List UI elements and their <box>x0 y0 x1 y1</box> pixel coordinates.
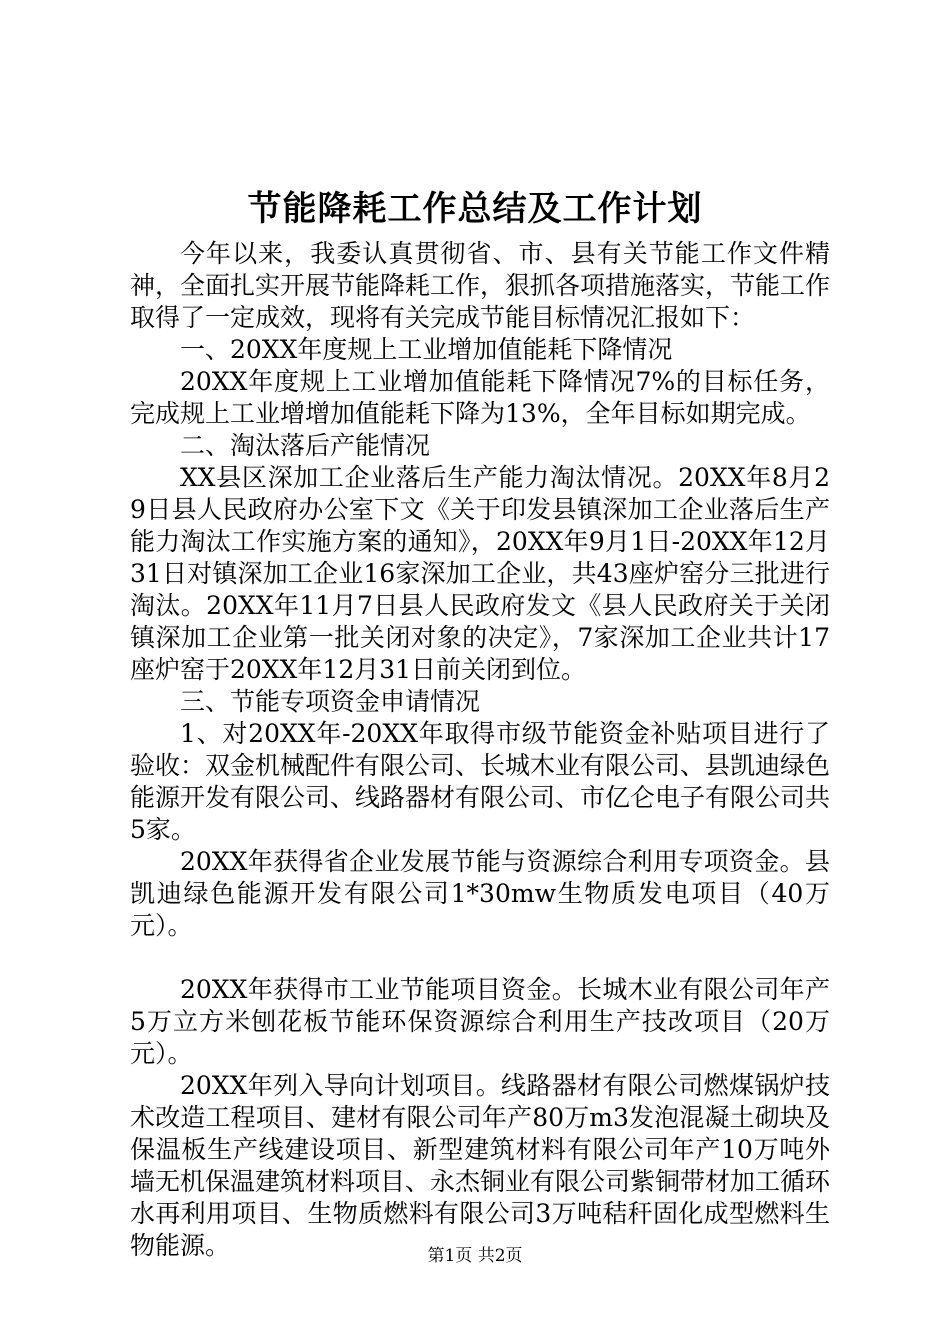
paragraph-intro: 今年以来，我委认真贯彻省、市、县有关节能工作文件精神，全面扎实开展节能降耗工作，狠抓各项措施落实，节能工作取得了一定成效，现将有关完成节能目标情况汇报如下： <box>130 239 831 332</box>
section-heading-1: 一、20XX年度规上工业增加值能耗下降情况 <box>180 335 673 364</box>
paragraph-energy-target: 20XX年度规上工业增加值能耗下降情况7%的目标任务，完成规上工业增增加值能耗下降为13%，全年目标如期完成。 <box>130 367 830 428</box>
paragraph-capacity-elimination: XX县区深加工企业落后生产能力淘汰情况。20XX年8月29日县人民政府办公室下文《关于印发县镇深加工企业落后生产能力淘汰工作实施方案的通知》，20XX年9月1日-20XX年12月31日对镇深加工企业16家深加工企业，共43座炉窑分三批进行淘汰。20XX年11月7日县人民政府发文《县人民政府关于关闭镇深加工企业第一批关闭对象的决定》，7家深加工企业共计17座炉窑于20XX年12月31日前关闭到位。 <box>130 463 830 684</box>
paragraph-provincial-fund: 20XX年获得省企业发展节能与资源综合利用专项资金。县凯迪绿色能源开发有限公司1*30mw生物质发电项目（40万元）。 <box>130 847 830 940</box>
section-heading-3: 三、节能专项资金申请情况 <box>180 687 481 716</box>
paragraph-acceptance: 1、对20XX年-20XX年取得市级节能资金补贴项目进行了验收：双金机械配件有限公司、长城木业有限公司、县凯迪绿色能源开发有限公司、线路器材有限公司、市亿仑电子有限公司共5家。 <box>130 719 831 844</box>
paragraph-guidance-projects: 20XX年列入导向计划项目。线路器材有限公司燃煤锅炉技术改造工程项目、建材有限公司年产80万m3发泡混凝土砌块及保温板生产线建设项目、新型建筑材料有限公司年产10万吨外墙无机保温建筑材料项目、永杰铜业有限公司紫铜带材加工循环水再利用项目、生物质燃料有限公司3万吨秸秆固化成型燃料生物能源。 <box>130 1071 831 1260</box>
document-title: 节能降耗工作总结及工作计划 <box>247 189 703 229</box>
section-heading-2: 二、淘汰落后产能情况 <box>180 431 431 460</box>
document-body <box>130 238 830 1262</box>
page-footer: 第1页 共2页 <box>427 1246 523 1266</box>
paragraph-city-fund: 20XX年获得市工业节能项目资金。长城木业有限公司年产5万立方米刨花板节能环保资源综合利用生产技改项目（20万元）。 <box>130 975 830 1068</box>
